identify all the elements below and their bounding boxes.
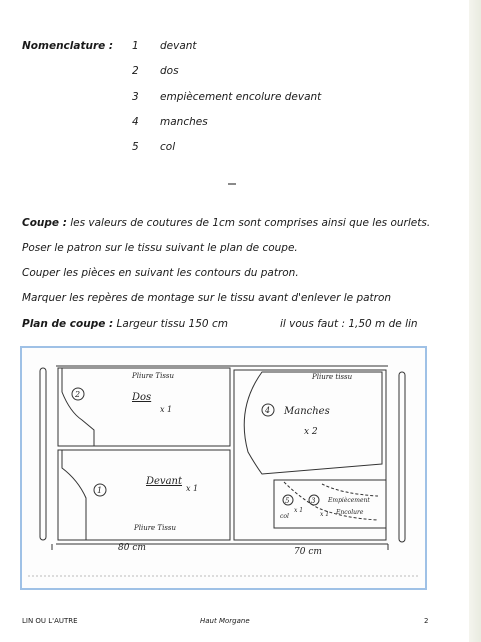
footer-title: Haut Morgane [200, 617, 250, 625]
footer-brand: LIN OU L'AUTRE [22, 617, 78, 625]
instruction-line: Poser le patron sur le tissu suivant le plan de coupe. [22, 242, 298, 254]
scan-speck [228, 183, 236, 185]
instruction-line: Marquer les repères de montage sur le tissu avant d'enlever le patron [22, 292, 392, 304]
fold-label-top-left: Pliure Tissu [132, 372, 175, 380]
cutting-plan-drawing [22, 348, 425, 588]
piece-1-qty: x 1 [186, 484, 199, 493]
piece-3-name: Empiècement [328, 497, 370, 504]
piece-4-number: 4 [265, 406, 271, 415]
piece-5-name: col [280, 513, 289, 520]
coupe-text: les valeurs de coutures de 1cm sont comprises ainsi que les ourlets. [66, 217, 431, 229]
piece-1-name: Devant [146, 476, 183, 487]
fold-label-top-right: Pliure tissu [312, 373, 353, 381]
fabric-edge-right [399, 372, 405, 542]
item-number: 1 [132, 40, 139, 52]
coupe-paragraph [22, 217, 430, 229]
page-number: 2 [424, 617, 429, 625]
cutting-plan-frame [20, 346, 427, 590]
dimension-right: 70 cm [294, 547, 322, 557]
item-label: manches [160, 116, 208, 128]
coupe-label: Coupe : [22, 217, 67, 229]
piece-4-qty: x 2 [304, 427, 318, 437]
plan-width: Largeur tissu 150 cm [113, 318, 228, 330]
sleeve-piece-outline [244, 372, 382, 474]
piece-5-number: 5 [285, 497, 290, 505]
piece-3-number: 3 [311, 497, 316, 505]
fabric-edge-left [40, 368, 46, 540]
item-number: 4 [132, 116, 139, 128]
item-label: empiècement encolure devant [160, 91, 322, 103]
piece-4-name: Manches [284, 406, 330, 417]
instruction-line: Couper les pièces en suivant les contours du patron. [22, 267, 299, 279]
plan-label: Plan de coupe : [22, 318, 114, 330]
piece-2-qty: x 1 [160, 405, 173, 414]
item-number: 5 [132, 141, 139, 153]
piece-3-name-line2: Encolure [336, 509, 364, 516]
piece-2-number: 2 [75, 390, 81, 399]
dimension-left: 80 cm [118, 543, 146, 553]
piece-1-number: 1 [97, 486, 103, 495]
item-label: col [160, 141, 176, 153]
item-label: dos [160, 65, 179, 77]
nomenclature-title: Nomenclature : [22, 40, 114, 52]
item-number: 2 [132, 65, 139, 77]
item-number: 3 [132, 91, 139, 103]
plan-need: il vous faut : 1,50 m de lin [279, 318, 418, 330]
item-label: devant [160, 40, 197, 52]
page-edge [469, 0, 481, 642]
piece-5-qty: x 1 [294, 507, 304, 514]
piece-3-qty: x 1 [320, 511, 330, 518]
piece-2-name: Dos [132, 392, 152, 403]
fold-label-bottom-left: Pliure Tissu [134, 524, 177, 532]
plan-paragraph [22, 318, 418, 330]
